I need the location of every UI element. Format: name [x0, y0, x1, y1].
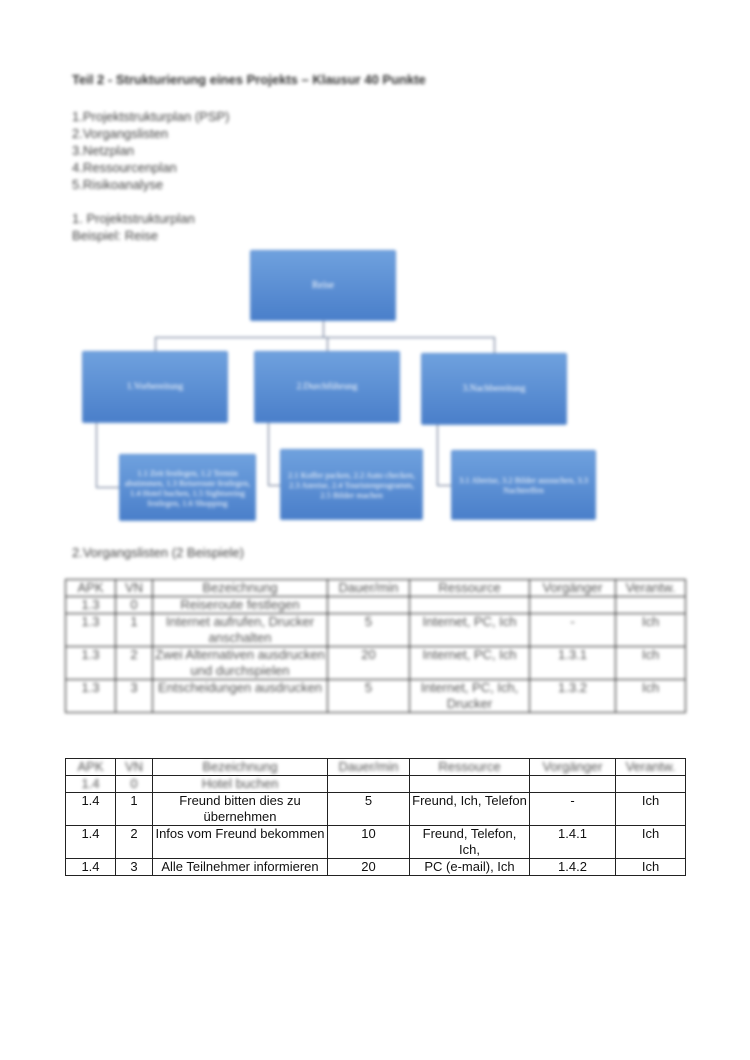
- table-cell: 0: [116, 597, 153, 614]
- table-cell: Ich: [616, 647, 686, 680]
- table-cell: 1.4: [66, 793, 116, 826]
- connector-horizontal: [155, 337, 495, 338]
- psp-node-durchfuehrung: 2.Durchführung: [254, 351, 400, 423]
- page-heading: Teil 2 - Strukturierung eines Projekts – Klausur 40 Punkte: [72, 72, 426, 87]
- table-cell: 1: [116, 793, 153, 826]
- connector-a-d-v: [96, 423, 97, 487]
- table-cell: 5: [328, 680, 410, 713]
- table-cell: Internet, PC, Ich: [410, 647, 530, 680]
- connector-to-b: [327, 337, 328, 351]
- header-cell: Ressource: [410, 759, 530, 776]
- header-cell: Ressource: [410, 580, 530, 597]
- table-cell: Zwei Alternativen ausdrucken und durchspielen: [153, 647, 328, 680]
- toc-item: 2.Vorgangslisten: [72, 126, 169, 141]
- table-cell: 2: [116, 647, 153, 680]
- table-row: [66, 776, 686, 793]
- table-cell: -: [530, 793, 616, 826]
- table-row: [66, 793, 686, 826]
- toc-item: 4.Ressourcenplan: [72, 160, 177, 175]
- psp-node-vorbereitung-tasks: 1.1 Zeit festlegen, 1.2 Termin abstimmen, 1.3 Reiseroute festlegen, 1.4 Hotel buchen, 1.5 Sightseeing festlegen, 1.6 Shopping: [119, 454, 256, 521]
- table-cell: [616, 597, 686, 614]
- table-row: [66, 859, 686, 876]
- table-cell: 1.4: [66, 826, 116, 859]
- table-cell: 1.3: [66, 680, 116, 713]
- table-cell: 1.3: [66, 647, 116, 680]
- psp-root-node: Reise: [250, 250, 396, 321]
- header-cell: Bezeichnung: [153, 580, 328, 597]
- table-cell: 5: [328, 614, 410, 647]
- table-cell: Ich: [616, 793, 686, 826]
- header-cell: VN: [116, 580, 153, 597]
- psp-node-vorbereitung: 1.Vorbereitung: [82, 351, 228, 423]
- table-cell: Internet, PC, Ich: [410, 614, 530, 647]
- table-cell: -: [530, 614, 616, 647]
- table-cell: Internet aufrufen, Drucker anschalten: [153, 614, 328, 647]
- section-1-title: 1. Projektstrukturplan: [72, 211, 195, 226]
- toc-item: 1.Projektstrukturplan (PSP): [72, 109, 230, 124]
- table-cell: PC (e-mail), Ich: [410, 859, 530, 876]
- table-row: [66, 680, 686, 713]
- connector-b-e-h: [268, 485, 280, 486]
- table-cell: Freund, Telefon, Ich,: [410, 826, 530, 859]
- table-cell: [328, 776, 410, 793]
- header-cell: Verantw.: [616, 580, 686, 597]
- connector-to-c: [494, 337, 495, 353]
- table-cell: 1.3.1: [530, 647, 616, 680]
- table-cell: Ich: [616, 614, 686, 647]
- section-2-title: 2.Vorgangslisten (2 Beispiele): [72, 545, 244, 560]
- table-cell: 1.4: [66, 776, 116, 793]
- connector-root-down: [323, 321, 324, 337]
- table-header-row: [66, 580, 686, 597]
- table-cell: 1.3.2: [530, 680, 616, 713]
- psp-node-durchfuehrung-tasks: 2.1 Koffer packen, 2.2 Auto checken, 2.3 Anreise, 2.4 Touristenprogramm, 2.5 Bilder machen: [280, 449, 423, 520]
- header-cell: Dauer/min: [328, 759, 410, 776]
- table-row: [66, 647, 686, 680]
- table-cell: [410, 776, 530, 793]
- table-cell: Ich: [616, 680, 686, 713]
- psp-node-nachbereitung-tasks: 3.1 Abreise, 3.2 Bilder aussuchen, 3.3 Nachtreffen: [451, 450, 596, 520]
- vorgangsliste-table-2: [65, 758, 686, 876]
- table-cell: 0: [116, 776, 153, 793]
- table-cell: 1.4.2: [530, 859, 616, 876]
- header-cell: Vorgänger: [530, 759, 616, 776]
- toc-item: 3.Netzplan: [72, 143, 135, 158]
- connector-c-f-v: [437, 425, 438, 485]
- table-cell: [616, 776, 686, 793]
- table-header-row: [66, 759, 686, 776]
- table-cell: 1.3: [66, 597, 116, 614]
- table-cell: Internet, PC, Ich, Drucker: [410, 680, 530, 713]
- table-of-contents: [72, 108, 230, 193]
- table-cell: 3: [116, 859, 153, 876]
- toc-item: 5.Risikoanalyse: [72, 177, 164, 192]
- header-cell: Bezeichnung: [153, 759, 328, 776]
- connector-b-e-v: [268, 423, 269, 485]
- table-cell: Alle Teilnehmer informieren: [153, 859, 328, 876]
- header-cell: VN: [116, 759, 153, 776]
- table-cell: Ich: [616, 826, 686, 859]
- header-cell: APK: [66, 759, 116, 776]
- header-cell: Vorgänger: [530, 580, 616, 597]
- table-cell: 5: [328, 793, 410, 826]
- table-cell: 10: [328, 826, 410, 859]
- table-cell: 20: [328, 859, 410, 876]
- connector-to-a: [155, 337, 156, 351]
- table-cell: 20: [328, 647, 410, 680]
- table-row: [66, 826, 686, 859]
- table-cell: 1.3: [66, 614, 116, 647]
- table-cell: 1.4.1: [530, 826, 616, 859]
- table-row: [66, 614, 686, 647]
- table-cell: Ich: [616, 859, 686, 876]
- section-1-subtitle: Beispiel: Reise: [72, 228, 158, 243]
- table-cell: [530, 776, 616, 793]
- table-cell: Reiseroute festlegen: [153, 597, 328, 614]
- table-cell: Infos vom Freund bekommen: [153, 826, 328, 859]
- table-cell: 1: [116, 614, 153, 647]
- table-cell: Freund bitten dies zu übernehmen: [153, 793, 328, 826]
- table-cell: 3: [116, 680, 153, 713]
- connector-a-d-h: [96, 487, 119, 488]
- vorgangsliste-table-1: [65, 579, 686, 713]
- table-cell: [530, 597, 616, 614]
- table-cell: 2: [116, 826, 153, 859]
- table-cell: Entscheidungen ausdrucken: [153, 680, 328, 713]
- table-row: [66, 597, 686, 614]
- header-cell: Dauer/min: [328, 580, 410, 597]
- section-1-heading: [72, 210, 195, 244]
- table-cell: 1.4: [66, 859, 116, 876]
- table-cell: [410, 597, 530, 614]
- header-cell: APK: [66, 580, 116, 597]
- header-cell: Verantw.: [616, 759, 686, 776]
- table-cell: Hotel buchen: [153, 776, 328, 793]
- connector-c-f-h: [437, 485, 451, 486]
- psp-node-nachbereitung: 3.Nachbereitung: [421, 353, 567, 425]
- table-cell: Freund, Ich, Telefon: [410, 793, 530, 826]
- table-cell: [328, 597, 410, 614]
